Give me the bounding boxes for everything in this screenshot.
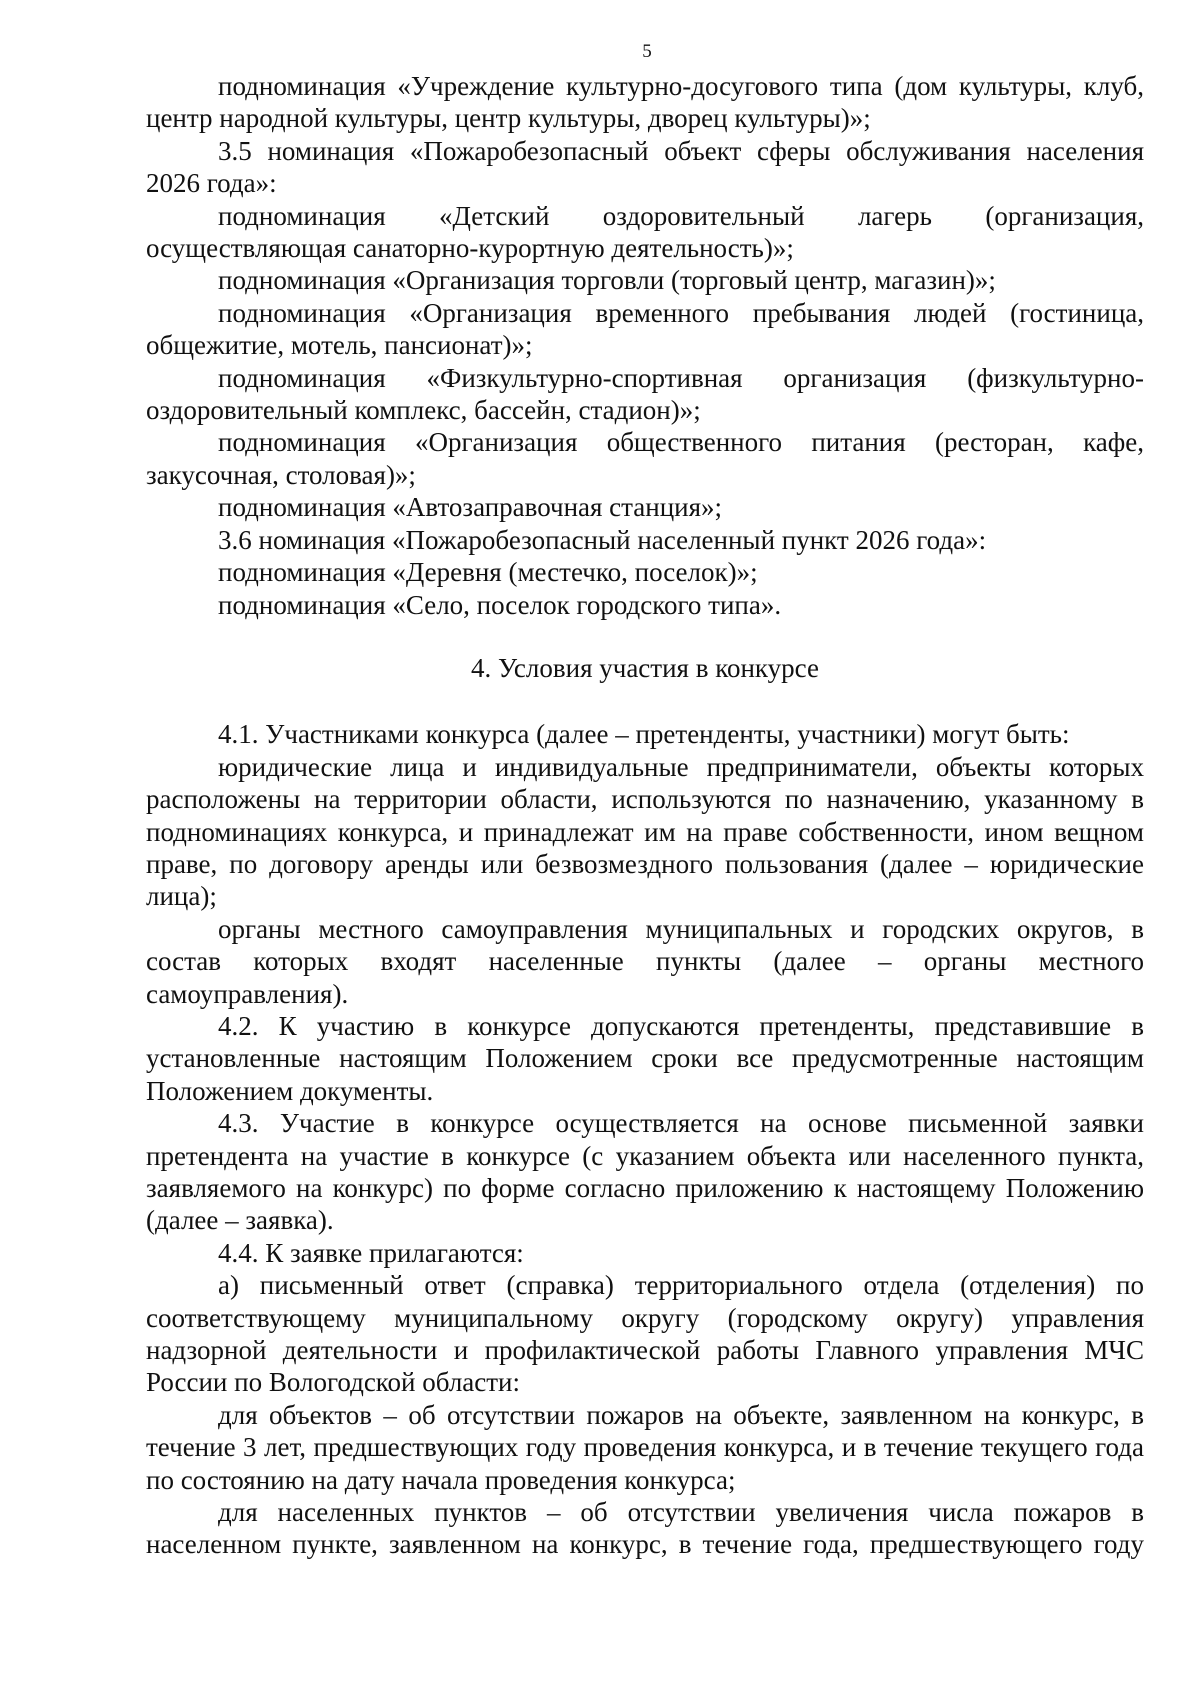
page-number: 5 [642,41,652,62]
paragraph-subnomination-culture: подноминация «Учреждение культурно-досугового типа (дом культуры, клуб, центр народной культуры, центр культуры, дворец культуры)»; [146,71,1144,134]
paragraph-subnomination-village: подноминация «Деревня (местечко, поселок)»; [218,557,758,588]
paragraph-4-3: 4.3. Участие в конкурсе осуществляется на основе письменной заявки претендента на участие в конкурсе (с указанием объекта или населенного пункта, заявляемого на конкурс) по форме согласно приложению к настоящему Положению (далее – заявка). [146,1108,1144,1236]
paragraph-4-2: 4.2. К участию в конкурсе допускаются претенденты, представившие в установленные настоящим Положением сроки все предусмотренные настоящим Положением документы. [146,1010,1144,1106]
section-4-heading: 4. Условия участия в конкурсе [471,652,819,683]
paragraph-nomination-3-5: 3.5 номинация «Пожаробезопасный объект сферы обслуживания населения 2026 года»: [146,135,1144,199]
paragraph-local-government: органы местного самоуправления муниципальных и городских округов, в состав которых входят населенные пункты (далее – органы местного самоуправления). [146,913,1144,1009]
paragraph-subnomination-catering: подноминация «Организация общественного питания (ресторан, кафе, закусочная, столовая)»; [146,427,1144,490]
paragraph-subnomination-sports: подноминация «Физкультурно-спортивная организация (физкультурно-оздоровительный комплекс, бассейн, стадион)»; [146,362,1144,426]
paragraph-nomination-3-6: 3.6 номинация «Пожаробезопасный населенный пункт 2026 года»: [218,524,987,555]
paragraph-4-4: 4.4. К заявке прилагаются: [218,1237,524,1268]
paragraph-subnomination-hotel: подноминация «Организация временного пребывания людей (гостиница, общежитие, мотель, пансионат)»; [146,297,1144,361]
paragraph-4-4-a: а) письменный ответ (справка) территориального отдела (отделения) по соответствующему муниципальному округу (городскому округу) управления надзорной деятельности и профилактической работы Главного управления МЧС России по Вологодской области: [146,1270,1144,1398]
paragraph-subnomination-settlement: подноминация «Село, поселок городского типа». [218,589,782,620]
paragraph-legal-entities: юридические лица и индивидуальные предприниматели, объекты которых расположены на территории области, используются по назначению, указанному в подноминациях конкурса, и принадлежат им на праве собственности, ином вещном праве, по договору аренды или безвозмездного пользования (далее – юридические лица); [146,751,1144,912]
document-page [146,40,1144,1561]
paragraph-for-settlements: для населенных пунктов – об отсутствии увеличения числа пожаров в населенном пункте, заявленном на конкурс, в течение года, предшествующего году [146,1497,1144,1560]
paragraph-subnomination-trade: подноминация «Организация торговли (торговый центр, магазин)»; [218,265,996,296]
paragraph-subnomination-gas-station: подноминация «Автозаправочная станция»; [218,492,723,523]
paragraph-4-1: 4.1. Участниками конкурса (далее – претенденты, участники) могут быть: [218,719,1070,750]
paragraph-for-objects: для объектов – об отсутствии пожаров на объекте, заявленном на конкурс, в течение 3 лет, предшествующих году проведения конкурса, и в течение текущего года по состоянию на дату начала проведения конкурса; [146,1399,1144,1495]
paragraph-subnomination-camp: подноминация «Детский оздоровительный лагерь (организация, осуществляющая санаторно-курортную деятельность)»; [146,200,1144,264]
